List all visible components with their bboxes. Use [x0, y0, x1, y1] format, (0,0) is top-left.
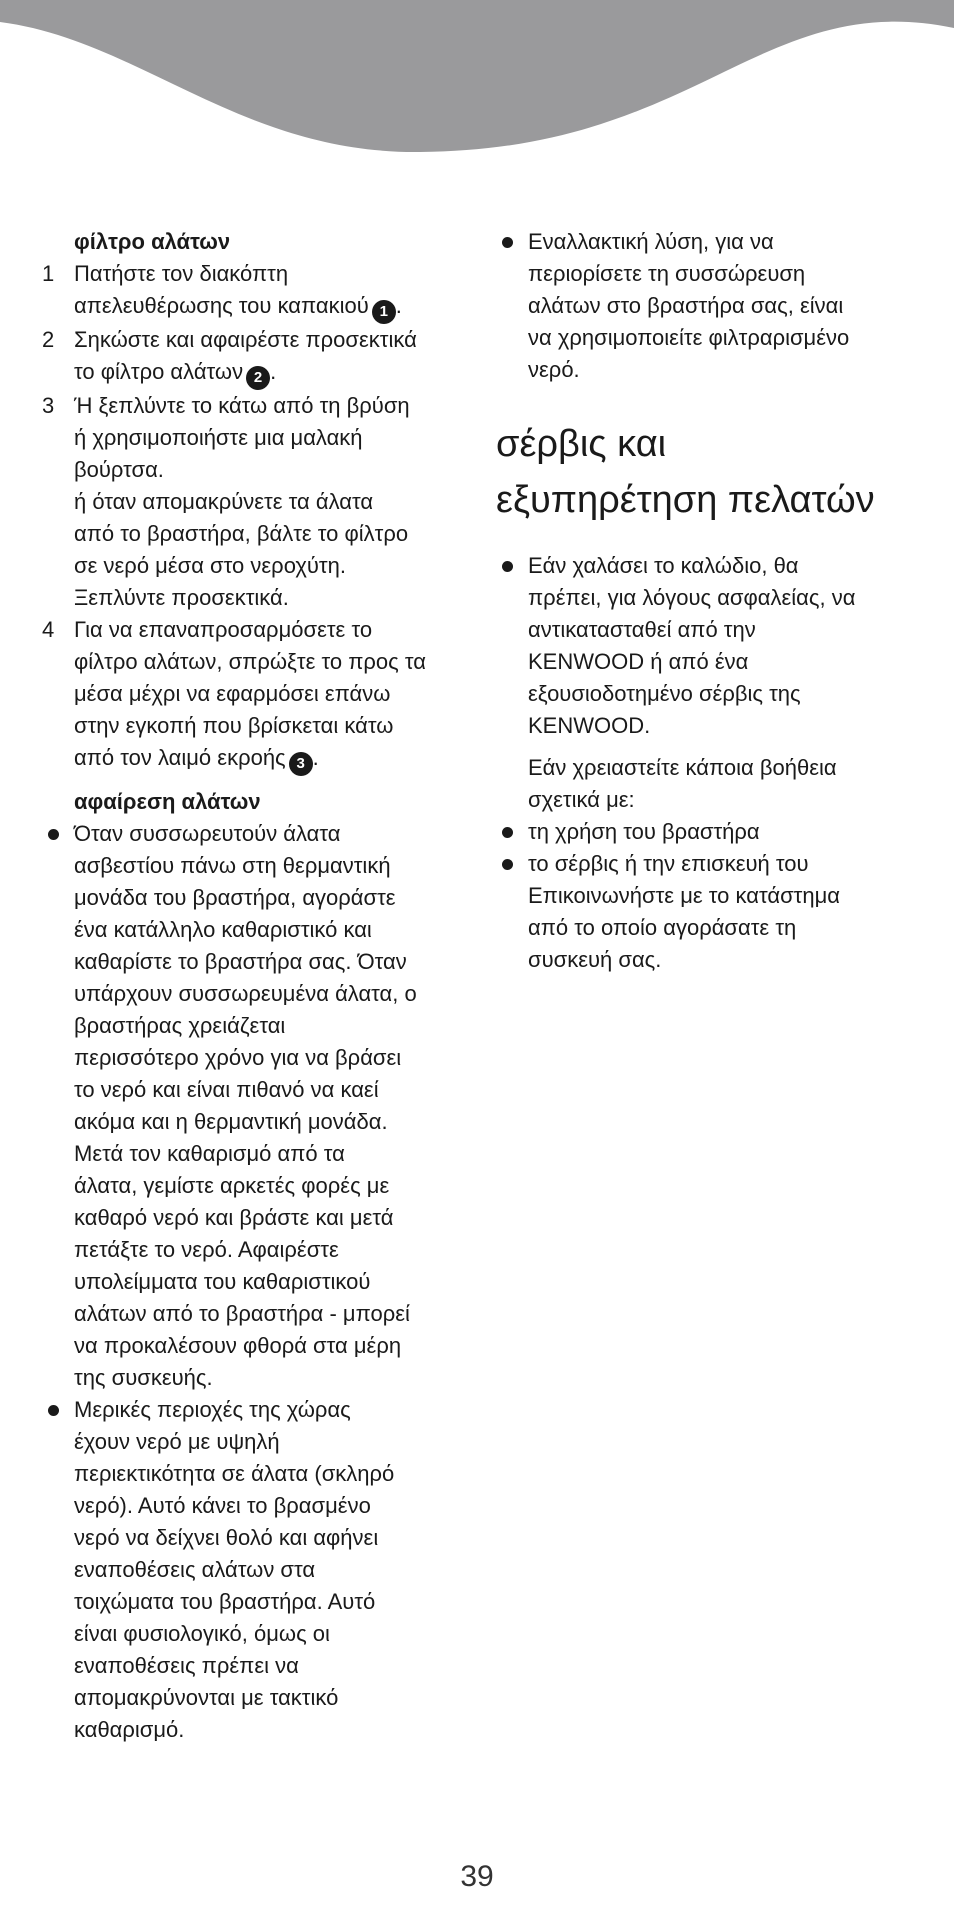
- service-bullet: [496, 550, 916, 742]
- text-line: πρέπει, για λόγους ασφαλείας, να: [528, 585, 856, 610]
- filter-heading: φίλτρο αλάτων: [74, 229, 231, 254]
- text-line: ασβεστίου πάνω στη θερμαντική: [74, 853, 391, 878]
- header-decoration: [0, 0, 954, 160]
- bullet-item: [496, 550, 916, 742]
- text-line: καθαρό νερό και βράστε και μετά: [74, 1205, 394, 1230]
- text-line: το νερό και είναι πιθανό να καεί: [74, 1077, 379, 1102]
- text-line: εναποθέσεις αλάτων στα: [74, 1557, 316, 1582]
- text-line: φίλτρο αλάτων, σπρώξτε το προς τα: [74, 649, 426, 674]
- text-line: ή όταν απομακρύνετε τα άλατα: [74, 489, 374, 514]
- text-line: να χρησιμοποιείτε φιλτραρισμένο: [528, 325, 850, 350]
- bullet-icon: [496, 816, 528, 848]
- text-line: το σέρβις ή την επισκευή του: [528, 851, 809, 876]
- text-line: Ξεπλύντε προσεκτικά.: [74, 585, 289, 610]
- text-line: βραστήρας χρειάζεται: [74, 1013, 286, 1038]
- text-line: άλατα, γεμίστε αρκετές φορές με: [74, 1173, 390, 1198]
- step-number: 3: [42, 393, 55, 418]
- item-text: [74, 258, 462, 324]
- page-number: 39: [460, 1860, 494, 1893]
- text-line: Εάν χαλάσει το καλώδιο, θα: [528, 553, 799, 578]
- bullet-icon: [42, 818, 74, 1394]
- text-line: ακόμα και η θερμαντική μονάδα.: [74, 1109, 388, 1134]
- right-column: [496, 226, 916, 976]
- text-line: από το οποίο αγοράσατε τη: [528, 915, 797, 940]
- text-line: Μετά τον καθαρισμό από τα: [74, 1141, 345, 1166]
- service-heading: [496, 416, 916, 528]
- text-line: σε νερό μέσα στο νεροχύτη.: [74, 553, 346, 578]
- text-line: νερό). Αυτό κάνει το βρασμένο: [74, 1493, 371, 1518]
- step-number: 4: [42, 617, 55, 642]
- bullet-icon: [496, 550, 528, 742]
- bullet-item: [42, 818, 462, 1394]
- text-line: υπολείμματα του καθαριστικού: [74, 1269, 371, 1294]
- text-line: εξουσιοδοτημένο σέρβις της: [528, 681, 801, 706]
- text-line: να προκαλέσουν φθορά στα μέρη: [74, 1333, 402, 1358]
- text-line: Σηκώστε και αφαιρέστε προσεκτικά: [74, 327, 417, 352]
- bullet-icon: [496, 226, 528, 386]
- item-text: [74, 1394, 462, 1746]
- text-line: σέρβις και: [496, 423, 667, 465]
- text-line: εναποθέσεις πρέπει να: [74, 1653, 299, 1678]
- figure-ref-icon: 2: [246, 366, 270, 390]
- text-line: είναι φυσιολογικό, όμως οι: [74, 1621, 330, 1646]
- text-line: από το βραστήρα, βάλτε το φίλτρο: [74, 521, 409, 546]
- item-text: [528, 226, 916, 386]
- item-text: [74, 324, 462, 390]
- text-line: απελευθέρωσης του καπακιού 1 .: [74, 290, 462, 324]
- descale-bullets: [42, 818, 462, 1746]
- text-line: πετάξτε το νερό. Αφαιρέστε: [74, 1237, 339, 1262]
- bullet-icon: [496, 848, 528, 976]
- bullet-item: [496, 816, 916, 848]
- text-line: Εάν χρειαστείτε κάποια βοήθεια: [528, 755, 837, 780]
- text-line: της συσκευής.: [74, 1365, 213, 1390]
- text-line: KENWOOD.: [528, 713, 651, 738]
- item-text: [528, 550, 916, 742]
- help-list: [496, 816, 916, 976]
- bullet-item: [496, 848, 916, 976]
- step-item: [42, 390, 462, 614]
- text-line: αλάτων από το βραστήρα - μπορεί: [74, 1301, 410, 1326]
- item-text: [528, 848, 916, 976]
- text-line: συσκευή σας.: [528, 947, 662, 972]
- text-line: Ή ξεπλύντε το κάτω από τη βρύση: [74, 393, 410, 418]
- step-item: [42, 324, 462, 390]
- bullet-icon: [42, 1394, 74, 1746]
- text-line: απομακρύνονται με τακτικό: [74, 1685, 339, 1710]
- help-intro: [496, 752, 916, 816]
- text-line: σχετικά με:: [528, 787, 635, 812]
- item-text: [74, 614, 462, 776]
- item-text: [74, 390, 462, 614]
- text-line: Επικοινωνήστε με το κατάστημα: [528, 883, 840, 908]
- text-line: εξυπηρέτηση πελατών: [496, 479, 875, 521]
- text-line: στην εγκοπή που βρίσκεται κάτω: [74, 713, 394, 738]
- text-line: αντικατασταθεί από την: [528, 617, 756, 642]
- text-line: ή χρησιμοποιήστε μια μαλακή: [74, 425, 363, 450]
- item-text: [74, 818, 462, 1394]
- text-line: νερό να δείχνει θολό και αφήνει: [74, 1525, 379, 1550]
- text-line: περιεκτικότητα σε άλατα (σκληρό: [74, 1461, 395, 1486]
- text-line: νερό.: [528, 357, 580, 382]
- text-line: αλάτων στο βραστήρα σας, είναι: [528, 293, 844, 318]
- text-line: Όταν συσσωρευτούν άλατα: [74, 821, 341, 846]
- text-line: τοιχώματα του βραστήρα. Αυτό: [74, 1589, 376, 1614]
- text-line: υπάρχουν συσσωρευμένα άλατα, ο: [74, 981, 417, 1006]
- text-line: το φίλτρο αλάτων 2 .: [74, 356, 462, 390]
- text-line: μονάδα του βραστήρα, αγοράστε: [74, 885, 396, 910]
- text-line: περισσότερο χρόνο για να βράσει: [74, 1045, 402, 1070]
- steps-list: [42, 258, 462, 776]
- text-line: τη χρήση του βραστήρα: [528, 819, 760, 844]
- figure-ref-icon: 3: [289, 752, 313, 776]
- bullet-item: [42, 1394, 462, 1746]
- step-number: 2: [42, 327, 55, 352]
- text-line: έχουν νερό με υψηλή: [74, 1429, 280, 1454]
- filtered-water-bullet: [496, 226, 916, 386]
- text-line: περιορίσετε τη συσσώρευση: [528, 261, 806, 286]
- text-line: Για να επαναπροσαρμόσετε το: [74, 617, 373, 642]
- text-line: μέσα μέχρι να εφαρμόσει επάνω: [74, 681, 391, 706]
- step-number: 1: [42, 261, 55, 286]
- text-line: ένα κατάλληλο καθαριστικό και: [74, 917, 372, 942]
- text-line: Εναλλακτική λύση, για να: [528, 229, 774, 254]
- text-line: βούρτσα.: [74, 457, 164, 482]
- text-line: καθαρίστε το βραστήρα σας. Όταν: [74, 949, 407, 974]
- text-line: KENWOOD ή από ένα: [528, 649, 749, 674]
- item-text: [528, 816, 916, 848]
- step-item: [42, 258, 462, 324]
- step-item: [42, 614, 462, 776]
- text-line: από τον λαιμό εκροής 3 .: [74, 742, 462, 776]
- figure-ref-icon: 1: [372, 300, 396, 324]
- bullet-item: [496, 226, 916, 386]
- left-column: [42, 226, 462, 1746]
- text-line: Πατήστε τον διακόπτη: [74, 261, 289, 286]
- text-line: καθαρισμό.: [74, 1717, 185, 1742]
- text-line: Μερικές περιοχές της χώρας: [74, 1397, 351, 1422]
- descale-heading: αφαίρεση αλάτων: [74, 789, 261, 814]
